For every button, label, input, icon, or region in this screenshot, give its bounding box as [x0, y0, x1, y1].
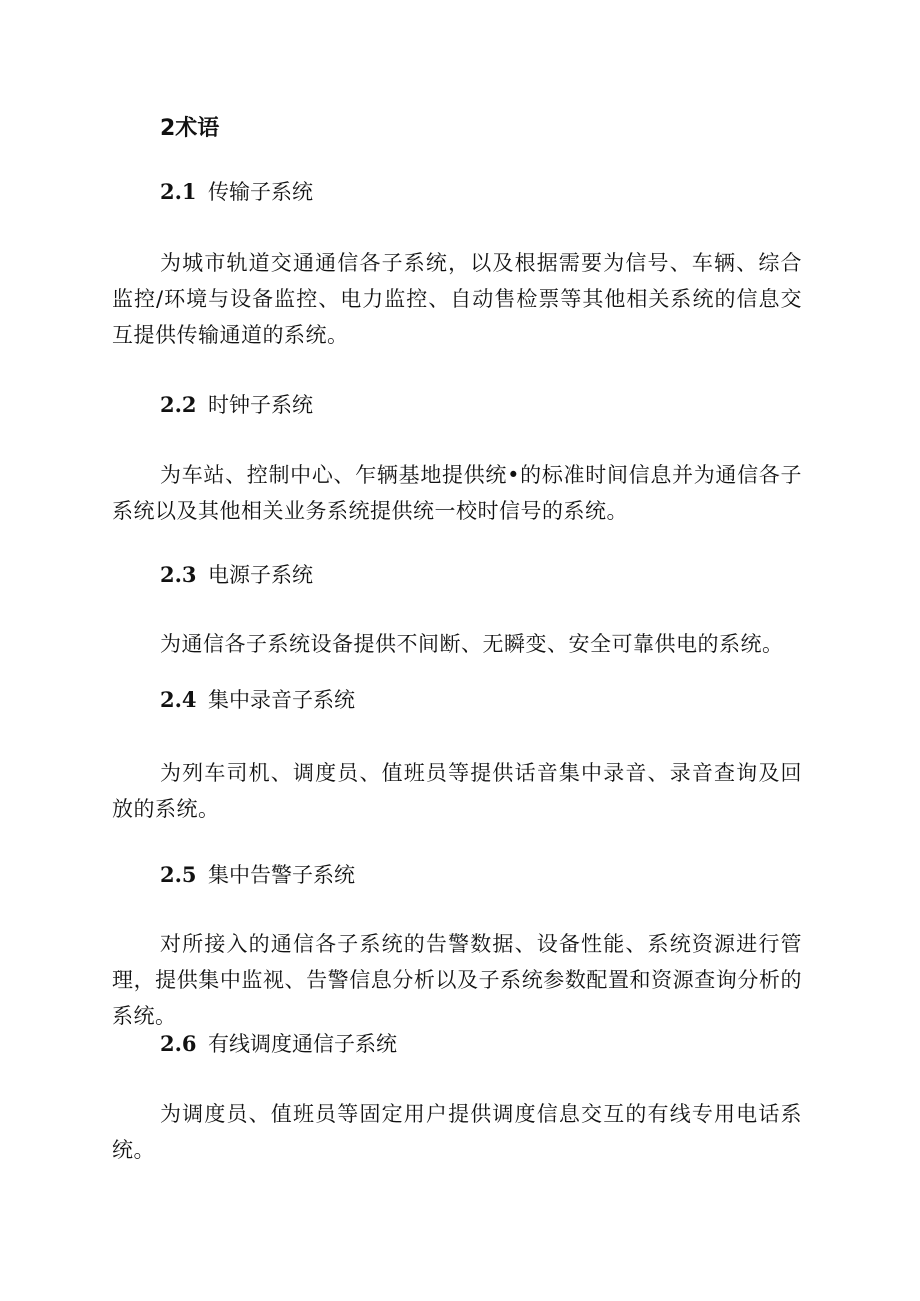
section-number: 2.4	[160, 687, 197, 712]
section-number: 2.3	[160, 562, 197, 587]
section-title: 传输子系统	[208, 180, 313, 204]
section-heading-2-2	[160, 388, 313, 422]
section-body-2-5: 对所接入的通信各子系统的告警数据、设备性能、系统资源进行管理，提供集中监视、告警信息分析以及子系统参数配置和资源查询分析的系统。	[112, 932, 802, 1028]
section-heading-2-3	[160, 558, 313, 592]
chapter-title: 2术语	[160, 116, 220, 141]
section-body-2-4: 为列车司机、调度员、值班员等提供话音集中录音、录音查询及回放的系统。	[112, 761, 802, 821]
section-title: 集中录音子系统	[208, 688, 355, 712]
section-number: 2.1	[160, 179, 197, 204]
section-title: 时钟子系统	[208, 393, 313, 417]
section-body-2-2: 为车站、控制中心、乍辆基地提供统•的标准时间信息并为通信各子系统以及其他相关业务系统提供统一校时信号的系统。	[112, 463, 802, 523]
section-body-2-1: 为城市轨道交通通信各子系统，以及根据需要为信号、车辆、综合监控/环境与设备监控、电力监控、自动售检票等其他相关系统的信息交互提供传输通道的系统。	[112, 251, 802, 347]
section-heading-2-5	[160, 858, 355, 892]
section-heading-2-1	[160, 175, 313, 209]
section-heading-2-6	[160, 1027, 397, 1061]
section-number: 2.6	[160, 1031, 197, 1056]
section-title: 有线调度通信子系统	[208, 1032, 397, 1056]
section-heading-2-4	[160, 683, 355, 717]
section-title: 电源子系统	[208, 563, 313, 587]
section-body-2-6: 为调度员、值班员等固定用户提供调度信息交互的有线专用电话系统。	[112, 1102, 802, 1162]
section-number: 2.2	[160, 392, 197, 417]
section-body-2-3: 为通信各子系统设备提供不间断、无瞬变、安全可靠供电的系统。	[160, 632, 784, 656]
section-title: 集中告警子系统	[208, 863, 355, 887]
section-number: 2.5	[160, 862, 197, 887]
